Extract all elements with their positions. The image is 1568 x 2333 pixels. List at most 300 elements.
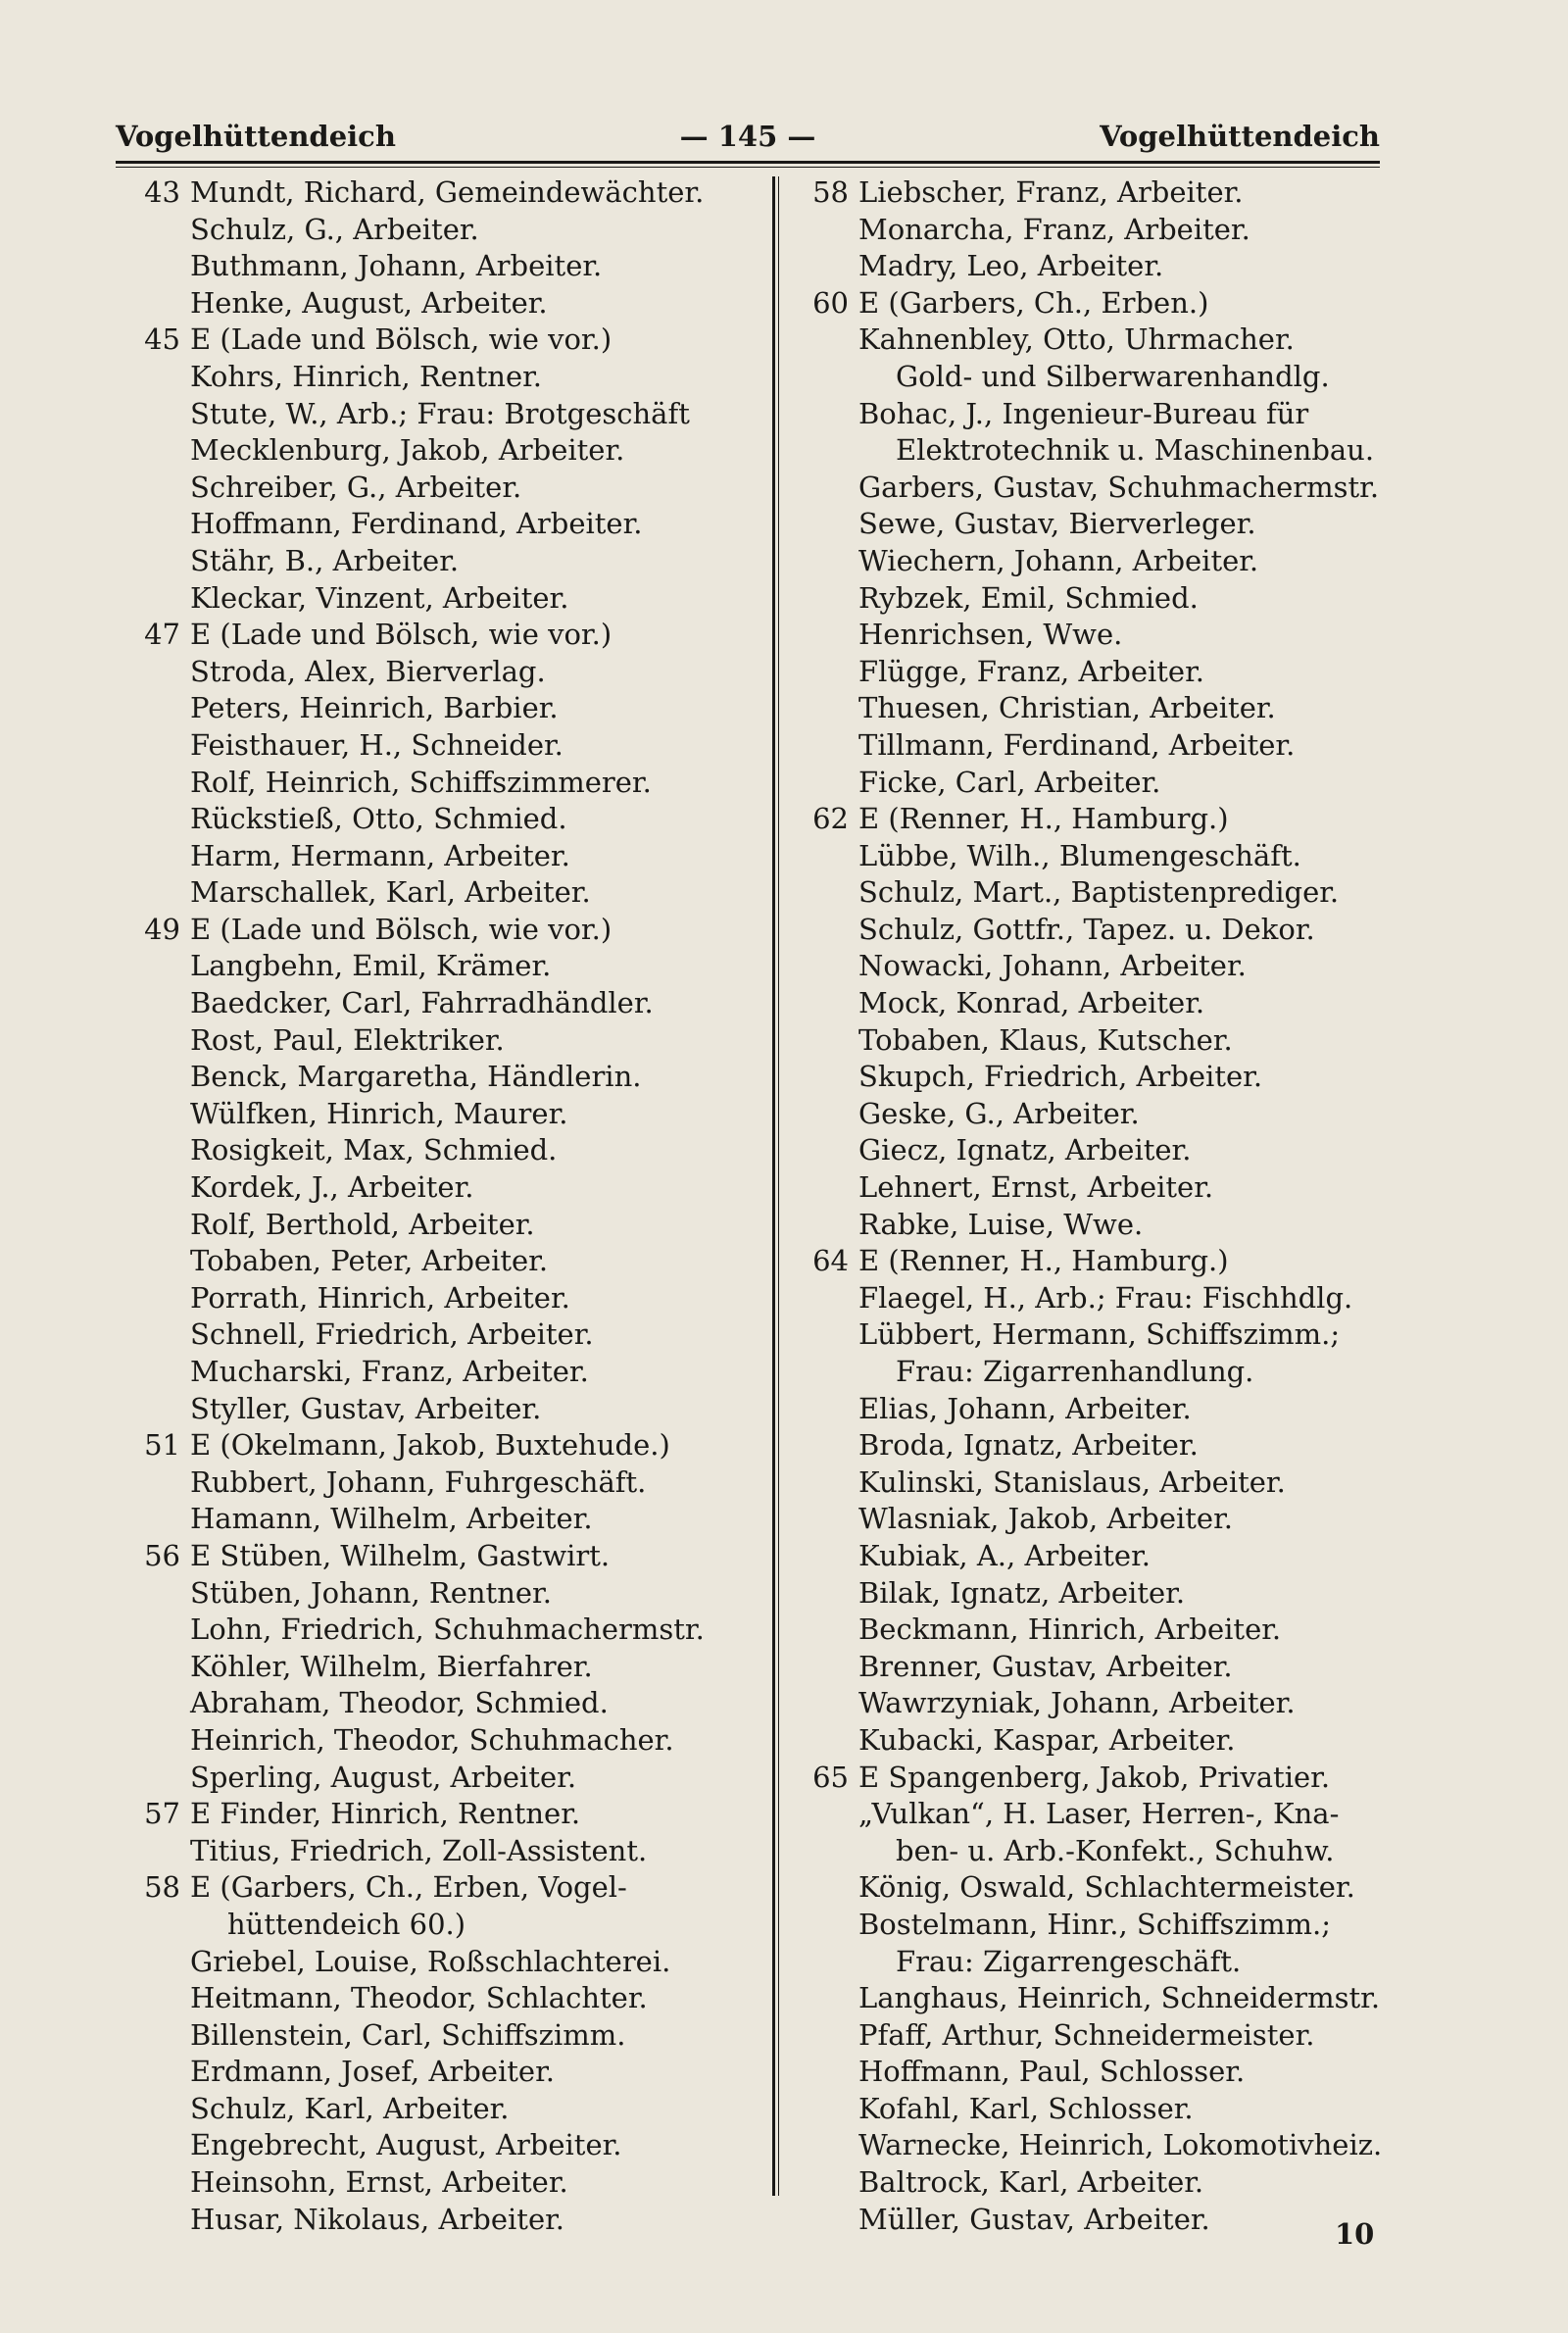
entry-text: Stüben, Johann, Rentner. xyxy=(190,1575,552,1610)
entry-text: Mecklenburg, Jakob, Arbeiter. xyxy=(190,433,625,468)
house-number xyxy=(116,1316,190,1354)
header-street-right: Vogelhüttendeich xyxy=(1100,120,1380,153)
house-number xyxy=(116,727,190,765)
house-number xyxy=(784,432,858,470)
directory-entry xyxy=(784,2017,1392,2055)
house-number xyxy=(784,396,858,433)
entry-text: E (Lade und Bölsch, wie vor.) xyxy=(190,323,612,357)
directory-entry xyxy=(784,801,1392,838)
house-number xyxy=(116,1169,190,1207)
header-rule xyxy=(116,161,1380,164)
house-number xyxy=(784,2017,858,2055)
house-number xyxy=(784,1980,858,2017)
entry-text: Rolf, Heinrich, Schiffszimmerer. xyxy=(190,765,652,799)
house-number xyxy=(784,2127,858,2164)
house-number xyxy=(784,1612,858,1649)
directory-entry xyxy=(116,874,748,912)
house-number xyxy=(784,985,858,1022)
house-number xyxy=(784,2164,858,2202)
directory-entry xyxy=(116,174,748,212)
house-number xyxy=(116,985,190,1022)
entry-text: Schulz, G., Arbeiter. xyxy=(190,212,479,246)
house-number xyxy=(784,2054,858,2091)
house-number xyxy=(784,1427,858,1464)
house-number xyxy=(784,359,858,396)
house-number xyxy=(784,838,858,875)
entry-text: Kordek, J., Arbeiter. xyxy=(190,1170,474,1205)
house-number xyxy=(116,359,190,396)
directory-entry xyxy=(784,285,1392,323)
entry-text: Kubiak, A., Arbeiter. xyxy=(858,1538,1151,1572)
directory-entry xyxy=(116,2164,748,2202)
entry-text: Wlasniak, Jakob, Arbeiter. xyxy=(858,1502,1233,1536)
house-number xyxy=(784,1796,858,1833)
directory-entry xyxy=(784,1169,1392,1207)
directory-entry xyxy=(784,1869,1392,1907)
entry-text: Monarcha, Franz, Arbeiter. xyxy=(858,212,1250,246)
entry-text: Styller, Gustav, Arbeiter. xyxy=(190,1391,542,1425)
entry-text: Thuesen, Christian, Arbeiter. xyxy=(858,691,1276,725)
house-number xyxy=(116,1501,190,1538)
directory-entry xyxy=(784,1538,1392,1575)
house-number xyxy=(784,948,858,985)
directory-entry xyxy=(784,248,1392,285)
directory-entry xyxy=(784,1316,1392,1354)
entry-text: Liebscher, Franz, Arbeiter. xyxy=(858,175,1244,209)
entry-text: Garbers, Gustav, Schuhmachermstr. xyxy=(858,470,1380,504)
directory-entry xyxy=(116,359,748,396)
entry-text: Rost, Paul, Elektriker. xyxy=(190,1022,505,1057)
entry-text: Lehnert, Ernst, Arbeiter. xyxy=(858,1170,1214,1205)
house-number xyxy=(116,1980,190,2017)
house-number: 56 xyxy=(144,1538,180,1572)
entry-text: Müller, Gustav, Arbeiter. xyxy=(858,2202,1210,2236)
entry-text: Tobaben, Klaus, Kutscher. xyxy=(858,1022,1233,1057)
directory-entry xyxy=(116,1685,748,1722)
entry-text: Rolf, Berthold, Arbeiter. xyxy=(190,1207,535,1241)
directory-entry xyxy=(116,1316,748,1354)
house-number xyxy=(116,1207,190,1244)
entry-text: Brenner, Gustav, Arbeiter. xyxy=(858,1649,1233,1683)
entry-text: Elektrotechnik u. Maschinenbau. xyxy=(896,433,1375,468)
entry-text: Pfaff, Arthur, Schneidermeister. xyxy=(858,2017,1315,2052)
entry-text: Heinrich, Theodor, Schuhmacher. xyxy=(190,1722,674,1757)
entry-text: Kofahl, Karl, Schlosser. xyxy=(858,2091,1194,2125)
house-number xyxy=(116,1722,190,1760)
house-number xyxy=(116,1132,190,1169)
directory-entry xyxy=(784,874,1392,912)
house-number: 65 xyxy=(812,1760,849,1794)
directory-entry xyxy=(784,432,1392,470)
directory-entry xyxy=(784,506,1392,543)
directory-entry xyxy=(116,912,748,949)
directory-entry xyxy=(784,1391,1392,1428)
directory-entry xyxy=(784,396,1392,433)
directory-entry xyxy=(784,1722,1392,1760)
house-number xyxy=(784,2202,858,2239)
entry-text: E (Lade und Bölsch, wie vor.) xyxy=(190,912,612,946)
directory-entry xyxy=(784,1575,1392,1613)
entry-text: Erdmann, Josef, Arbeiter. xyxy=(190,2055,555,2089)
house-number xyxy=(784,727,858,765)
directory-entry xyxy=(116,1575,748,1613)
house-number xyxy=(116,1391,190,1428)
entry-text: Lohn, Friedrich, Schuhmachermstr. xyxy=(190,1613,705,1647)
entry-text: Hamann, Wilhelm, Arbeiter. xyxy=(190,1502,593,1536)
house-number xyxy=(116,1760,190,1797)
directory-entry xyxy=(784,1612,1392,1649)
directory-entry xyxy=(116,1833,748,1870)
directory-entry xyxy=(784,470,1392,507)
entry-text: Nowacki, Johann, Arbeiter. xyxy=(858,949,1247,983)
entry-text: Mundt, Richard, Gemeindewächter. xyxy=(190,175,705,209)
house-number xyxy=(784,1132,858,1169)
house-number xyxy=(784,1280,858,1317)
entry-text: Baltrock, Karl, Arbeiter. xyxy=(858,2165,1204,2200)
directory-entry xyxy=(784,1464,1392,1502)
house-number xyxy=(116,765,190,802)
directory-entry xyxy=(116,1464,748,1502)
house-number xyxy=(116,2202,190,2239)
entry-text: Buthmann, Johann, Arbeiter. xyxy=(190,249,603,283)
entry-text: Peters, Heinrich, Barbier. xyxy=(190,691,559,725)
entry-text: Rückstieß, Otto, Schmied. xyxy=(190,802,567,836)
entry-text: Hoffmann, Ferdinand, Arbeiter. xyxy=(190,507,643,541)
directory-entry xyxy=(784,617,1392,654)
entry-text: E (Renner, H., Hamburg.) xyxy=(858,802,1229,836)
house-number xyxy=(116,2091,190,2128)
house-number xyxy=(116,690,190,727)
house-number xyxy=(784,1059,858,1096)
page-number: — 145 — xyxy=(679,120,816,153)
entry-text: Henrichsen, Wwe. xyxy=(858,618,1123,652)
directory-entry xyxy=(116,1722,748,1760)
directory-entry xyxy=(784,985,1392,1022)
house-number xyxy=(116,1464,190,1502)
house-number xyxy=(784,1833,858,1870)
directory-entry xyxy=(784,1944,1392,1981)
directory-entry xyxy=(784,1833,1392,1870)
entry-text: Schulz, Gottfr., Tapez. u. Dekor. xyxy=(858,912,1315,946)
house-number xyxy=(116,654,190,691)
house-number xyxy=(784,1685,858,1722)
directory-entry xyxy=(784,1059,1392,1096)
column-divider xyxy=(772,176,775,2196)
house-number: 49 xyxy=(144,912,180,946)
house-number xyxy=(784,1501,858,1538)
house-number xyxy=(116,1022,190,1060)
page-header xyxy=(116,120,1380,159)
directory-entry xyxy=(116,580,748,618)
entry-text: Griebel, Louise, Roßschlachterei. xyxy=(190,1944,671,1978)
entry-text: E (Garbers, Ch., Erben.) xyxy=(858,285,1209,320)
directory-entry xyxy=(784,1427,1392,1464)
house-number: 43 xyxy=(144,175,180,209)
entry-text: Heitmann, Theodor, Schlachter. xyxy=(190,1981,648,2015)
house-number xyxy=(784,1464,858,1502)
entry-text: Marschallek, Karl, Arbeiter. xyxy=(190,875,591,910)
entry-text: E (Renner, H., Hamburg.) xyxy=(858,1244,1229,1278)
directory-entry xyxy=(784,1132,1392,1169)
directory-entry xyxy=(116,1427,748,1464)
directory-entry xyxy=(116,1207,748,1244)
house-number xyxy=(784,1316,858,1354)
entry-text: Porrath, Hinrich, Arbeiter. xyxy=(190,1280,570,1315)
house-number: 64 xyxy=(812,1244,849,1278)
directory-entry xyxy=(784,727,1392,765)
directory-entry xyxy=(116,322,748,359)
house-number xyxy=(116,1096,190,1133)
directory-entry xyxy=(116,1354,748,1391)
house-number xyxy=(116,1612,190,1649)
entry-text: Stroda, Alex, Bierverlag. xyxy=(190,654,546,688)
directory-entry xyxy=(784,654,1392,691)
house-number xyxy=(116,432,190,470)
entry-text: Tillmann, Ferdinand, Arbeiter. xyxy=(858,727,1296,762)
house-number xyxy=(116,1944,190,1981)
entry-text: Beckmann, Hinrich, Arbeiter. xyxy=(858,1613,1282,1647)
entry-text: E (Lade und Bölsch, wie vor.) xyxy=(190,618,612,652)
entry-text: Hoffmann, Paul, Schlosser. xyxy=(858,2055,1246,2089)
house-number xyxy=(116,470,190,507)
directory-entry xyxy=(116,2202,748,2239)
house-number xyxy=(116,1907,190,1944)
entry-text: Schulz, Karl, Arbeiter. xyxy=(190,2091,510,2125)
house-number: 60 xyxy=(812,285,849,320)
house-number: 51 xyxy=(144,1428,180,1463)
entry-text: E (Garbers, Ch., Erben, Vogel- xyxy=(190,1870,627,1905)
house-number xyxy=(116,543,190,580)
entry-text: „Vulkan“, H. Laser, Herren-, Kna- xyxy=(858,1797,1340,1831)
house-number xyxy=(784,1869,858,1907)
entry-text: Frau: Zigarrenhandlung. xyxy=(896,1355,1254,1388)
directory-entry xyxy=(116,765,748,802)
directory-entry xyxy=(116,396,748,433)
entry-text: Geske, G., Arbeiter. xyxy=(858,1096,1140,1130)
entry-text: Engebrecht, August, Arbeiter. xyxy=(190,2128,622,2162)
entry-text: Bohac, J., Ingenieur-Bureau für xyxy=(858,396,1309,430)
entry-text: Rabke, Luise, Wwe. xyxy=(858,1207,1144,1241)
house-number: 58 xyxy=(812,175,849,209)
entry-text: Giecz, Ignatz, Arbeiter. xyxy=(858,1133,1192,1167)
entry-text: Feisthauer, H., Schneider. xyxy=(190,727,564,762)
directory-entry xyxy=(116,838,748,875)
house-number: 58 xyxy=(144,1870,180,1905)
entry-text: Rosigkeit, Max, Schmied. xyxy=(190,1133,558,1167)
entry-text: Wiechern, Johann, Arbeiter. xyxy=(858,543,1259,577)
directory-entry xyxy=(116,2017,748,2055)
header-street-left: Vogelhüttendeich xyxy=(116,120,396,153)
entry-text: Skupch, Friedrich, Arbeiter. xyxy=(858,1060,1263,1094)
entry-text: Stähr, B., Arbeiter. xyxy=(190,543,460,577)
directory-entry xyxy=(784,1760,1392,1797)
house-number xyxy=(116,801,190,838)
entry-text: Gold- und Silberwarenhandlg. xyxy=(896,359,1330,393)
house-number xyxy=(784,1391,858,1428)
directory-entry xyxy=(116,1649,748,1686)
entry-text: Langhaus, Heinrich, Schneidermstr. xyxy=(858,1981,1381,2015)
directory-entry xyxy=(116,432,748,470)
house-number xyxy=(116,396,190,433)
directory-entry xyxy=(784,2054,1392,2091)
house-number xyxy=(116,838,190,875)
entry-text: E Stüben, Wilhelm, Gastwirt. xyxy=(190,1538,611,1572)
directory-entry xyxy=(784,1354,1392,1391)
entry-text: Tobaben, Peter, Arbeiter. xyxy=(190,1244,549,1278)
directory-entry xyxy=(784,1980,1392,2017)
entry-text: Heinsohn, Ernst, Arbeiter. xyxy=(190,2165,568,2200)
house-number xyxy=(116,1280,190,1317)
directory-entry xyxy=(784,948,1392,985)
directory-entry xyxy=(116,1612,748,1649)
entry-text: Husar, Nikolaus, Arbeiter. xyxy=(190,2202,565,2236)
entry-text: Baedcker, Carl, Fahrradhändler. xyxy=(190,986,654,1020)
house-number xyxy=(116,285,190,323)
entry-text: Rybzek, Emil, Schmied. xyxy=(858,580,1199,615)
entry-text: Elias, Johann, Arbeiter. xyxy=(858,1391,1192,1425)
directory-entry xyxy=(784,2091,1392,2128)
entry-text: Kahnenbley, Otto, Uhrmacher. xyxy=(858,323,1295,357)
directory-entry xyxy=(116,1538,748,1575)
house-number xyxy=(116,506,190,543)
house-number xyxy=(784,1907,858,1944)
directory-entry xyxy=(116,985,748,1022)
house-number xyxy=(784,690,858,727)
house-number xyxy=(784,470,858,507)
entry-text: Kohrs, Hinrich, Rentner. xyxy=(190,359,543,393)
directory-entry xyxy=(784,2202,1392,2239)
entry-text: Sewe, Gustav, Bierverleger. xyxy=(858,507,1256,541)
directory-entry xyxy=(784,174,1392,212)
directory-entry xyxy=(784,690,1392,727)
directory-entry xyxy=(116,212,748,249)
house-number xyxy=(116,1649,190,1686)
entry-text: Harm, Hermann, Arbeiter. xyxy=(190,838,570,872)
house-number xyxy=(116,248,190,285)
house-number xyxy=(784,1022,858,1060)
house-number xyxy=(784,1538,858,1575)
entry-text: Warnecke, Heinrich, Lokomotivheiz. xyxy=(858,2128,1383,2162)
house-number xyxy=(784,1722,858,1760)
directory-entry xyxy=(784,1649,1392,1686)
directory-entry xyxy=(116,1391,748,1428)
house-number xyxy=(784,2091,858,2128)
directory-entry xyxy=(116,2091,748,2128)
entry-text: Sperling, August, Arbeiter. xyxy=(190,1760,577,1794)
directory-entry xyxy=(116,1243,748,1280)
house-number: 47 xyxy=(144,618,180,652)
directory-entry xyxy=(784,543,1392,580)
directory-entry xyxy=(116,1980,748,2017)
entry-text: Ficke, Carl, Arbeiter. xyxy=(858,765,1161,799)
directory-entry xyxy=(784,765,1392,802)
entry-text: Bostelmann, Hinr., Schiffszimm.; xyxy=(858,1907,1331,1941)
house-number xyxy=(784,1354,858,1391)
house-number xyxy=(784,1944,858,1981)
house-number xyxy=(784,654,858,691)
entry-text: Billenstein, Carl, Schiffszimm. xyxy=(190,2017,626,2052)
entry-text: Flügge, Franz, Arbeiter. xyxy=(858,654,1204,688)
house-number xyxy=(784,212,858,249)
entry-text: Abraham, Theodor, Schmied. xyxy=(190,1686,609,1720)
house-number xyxy=(116,2164,190,2202)
directory-entry xyxy=(784,1096,1392,1133)
entry-text: Lübbe, Wilh., Blumengeschäft. xyxy=(858,838,1301,872)
directory-entry xyxy=(116,1022,748,1060)
house-number xyxy=(116,212,190,249)
house-number: 45 xyxy=(144,323,180,357)
house-number xyxy=(784,1649,858,1686)
directory-entry xyxy=(116,690,748,727)
house-number xyxy=(784,617,858,654)
directory-entry xyxy=(116,654,748,691)
house-number xyxy=(116,1685,190,1722)
directory-entry xyxy=(116,248,748,285)
entry-text: Schnell, Friedrich, Arbeiter. xyxy=(190,1317,594,1352)
directory-entry xyxy=(116,1096,748,1133)
directory-entry xyxy=(784,1022,1392,1060)
directory-entry xyxy=(116,1907,748,1944)
entry-text: hüttendeich 60.) xyxy=(227,1907,466,1941)
entry-text: König, Oswald, Schlachtermeister. xyxy=(858,1870,1355,1905)
entry-text: Frau: Zigarrengeschäft. xyxy=(896,1944,1242,1978)
entry-text: Mucharski, Franz, Arbeiter. xyxy=(190,1355,589,1388)
house-number xyxy=(116,1059,190,1096)
directory-entry xyxy=(784,1501,1392,1538)
entry-text: Broda, Ignatz, Arbeiter. xyxy=(858,1428,1199,1463)
directory-entry xyxy=(116,1280,748,1317)
directory-entry xyxy=(784,1685,1392,1722)
entry-text: Flaegel, H., Arb.; Frau: Fischhdlg. xyxy=(858,1280,1353,1315)
entry-text: Rubbert, Johann, Fuhrgeschäft. xyxy=(190,1464,647,1499)
directory-entry xyxy=(784,912,1392,949)
directory-entry xyxy=(116,2054,748,2091)
entry-text: Köhler, Wilhelm, Bierfahrer. xyxy=(190,1649,593,1683)
house-number xyxy=(116,948,190,985)
house-number: 62 xyxy=(812,802,849,836)
right-column xyxy=(784,174,1392,2238)
directory-entry xyxy=(116,1132,748,1169)
house-number xyxy=(784,765,858,802)
house-number xyxy=(116,1354,190,1391)
directory-entry xyxy=(784,838,1392,875)
house-number xyxy=(784,248,858,285)
directory-entry xyxy=(116,543,748,580)
entry-text: E (Okelmann, Jakob, Buxtehude.) xyxy=(190,1428,670,1463)
directory-entry xyxy=(784,212,1392,249)
directory-entry xyxy=(116,285,748,323)
house-number xyxy=(784,506,858,543)
entry-text: E Spangenberg, Jakob, Privatier. xyxy=(858,1760,1331,1794)
entry-text: Mock, Konrad, Arbeiter. xyxy=(858,986,1205,1020)
entry-text: ben- u. Arb.-Konfekt., Schuhw. xyxy=(896,1833,1335,1867)
house-number xyxy=(116,2054,190,2091)
directory-entry xyxy=(784,1907,1392,1944)
directory-entry xyxy=(784,1243,1392,1280)
directory-entry xyxy=(116,470,748,507)
directory-entry xyxy=(116,1796,748,1833)
directory-entry xyxy=(116,727,748,765)
directory-entry xyxy=(116,801,748,838)
house-number xyxy=(116,1833,190,1870)
left-column xyxy=(116,174,748,2238)
house-number xyxy=(784,1575,858,1613)
directory-entry xyxy=(784,322,1392,359)
directory-entry xyxy=(784,580,1392,618)
house-number xyxy=(784,322,858,359)
house-number xyxy=(784,1096,858,1133)
house-number xyxy=(784,874,858,912)
